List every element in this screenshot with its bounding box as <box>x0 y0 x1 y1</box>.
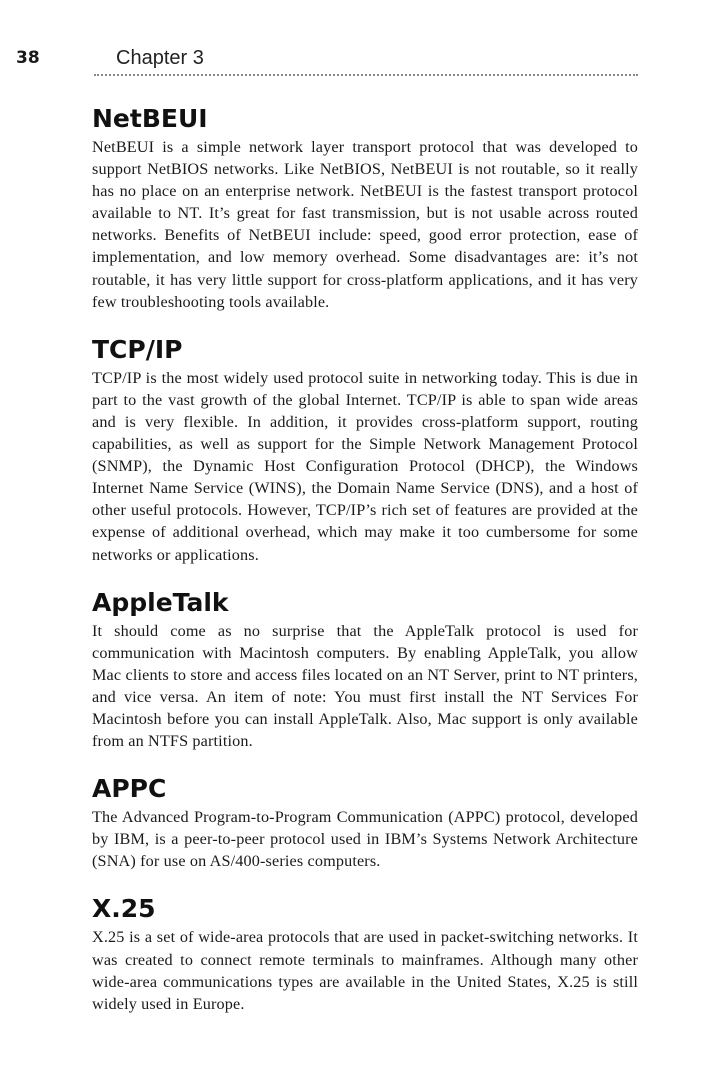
section-body: X.25 is a set of wide-area protocols that are used in packet-switching networks. It was created to connect remote terminals to mainframes. Although many other wide-area communications types are available in the United States, X.25 is still widely used in Europe. <box>92 928 638 1013</box>
section-title: APPC <box>92 774 167 804</box>
section-title: X.25 <box>92 894 156 924</box>
page-content <box>92 104 638 1037</box>
chapter-label: Chapter 3 <box>116 47 204 69</box>
page-number: 38 <box>16 48 40 68</box>
header-dotted-rule <box>94 74 638 76</box>
section-body: TCP/IP is the most widely used protocol suite in networking today. This is due in part to the vast growth of the global Internet. TCP/IP is able to span wide areas and is very flexible. In addition, it provides cross-platform support, routing capabilities, as well as support for the Simple Network Management Protocol (SNMP), the Dynamic Host Configuration Protocol (DHCP), the Windows Internet Name Service (WINS), the Domain Name Service (DNS), and a host of other useful protocols. However, TCP/IP’s rich set of features are provided at the expense of additional overhead, which may make it too cumbersome for some networks or applications. <box>92 368 638 564</box>
section-tcpip <box>92 335 638 566</box>
section-body: It should come as no surprise that the AppleTalk protocol is used for communication with Macintosh computers. By enabling AppleTalk, you allow Mac clients to store and access files located on an NT Server, print to NT printers, and vice versa. An item of note: You must first install the NT Services For Macintosh before you can install AppleTalk. Also, Mac support is only available from an NTFS partition. <box>92 621 638 751</box>
section-title: NetBEUI <box>92 104 208 133</box>
section-appc <box>92 774 638 872</box>
section-title: TCP/IP <box>92 334 183 364</box>
section-x25 <box>92 894 638 1014</box>
section-title: AppleTalk <box>92 587 229 617</box>
section-appletalk <box>92 588 638 753</box>
section-body: NetBEUI is a simple network layer transport protocol that was developed to support NetBIOS networks. Like NetBIOS, NetBEUI is not routable, so it really has no place on an enterprise network. NetBEUI is the fastest transport protocol available to NT. It’s great for fast transmission, but is not usable across routed networks. Benefits of NetBEUI include: speed, good error protection, ease of implementation, and low memory overhead. Some disadvantages are: it’s not routable, it has very little support for cross-platform applications, and it has very few troubleshooting tools available. <box>92 138 638 311</box>
section-body: The Advanced Program-to-Program Communication (APPC) protocol, developed by IBM, is a peer-to-peer protocol used in IBM’s Systems Network Architecture (SNA) for use on AS/400-series computers. <box>92 808 638 871</box>
section-netbeui <box>92 104 638 313</box>
